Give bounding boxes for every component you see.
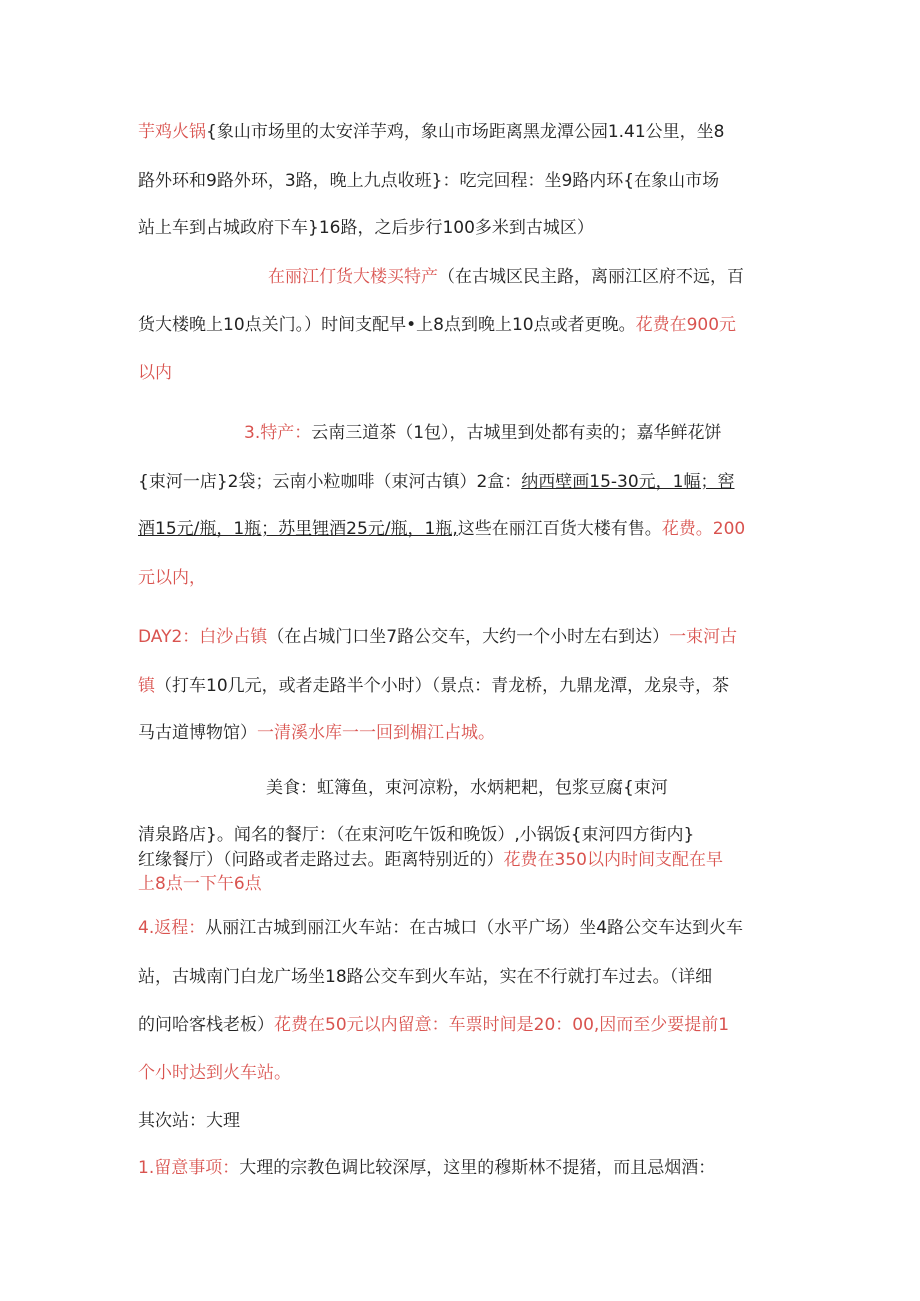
p1-line-1	[138, 121, 724, 143]
p6-line-2: 站，古城南门白龙广场坐18路公交车到火车站，实在不行就打车过去。（详细	[138, 967, 713, 987]
body-text: 从丽江古城到丽江火车站：在古城口（水平广场）坐4路公交车达到火车	[205, 918, 744, 938]
highlight-text: 一清溪水库一一回到楣江占城。	[257, 723, 495, 743]
p8-line-1	[138, 1157, 715, 1179]
p6-line-3	[138, 1014, 729, 1036]
body-text: 马古道博物馆）	[138, 723, 257, 743]
highlight-text: 芋鸡火锅	[138, 122, 206, 142]
highlight-text: 3.特产：	[244, 423, 312, 443]
p6-line-1	[138, 917, 743, 939]
section-heading-dali: 其次站：大理	[138, 1111, 240, 1131]
highlight-text: DAY2：白沙占镇	[138, 627, 268, 647]
p1-line-2: 路外环和9路外环，3路，晚上九点收班}：吃完回程：坐9路内环{在象山市场	[138, 171, 720, 191]
p5-line-4: 上8点一下午6点	[138, 874, 262, 894]
body-text: （在古城区民主路，离丽江区府不远，百	[438, 267, 744, 287]
body-text: {束河一店}2袋；云南小粒咖啡（束河古镇）2盒：	[138, 472, 522, 492]
p4-line-1	[138, 626, 737, 648]
p5-line-1: 美食：虹簿鱼，束河凉粉，水炳耙耙，包浆豆腐{束河	[266, 778, 668, 798]
highlight-text: 一束河古	[669, 627, 738, 647]
p2-line-1	[268, 266, 744, 288]
highlight-text: 花费在350以内时间支配在早	[503, 850, 723, 870]
body-text: 这些在丽江百货大楼有售。	[457, 519, 662, 539]
p3-line-2	[138, 471, 734, 493]
p4-line-3	[138, 722, 495, 744]
highlight-text: 1.留意事项：	[138, 1158, 240, 1178]
p4-line-2	[138, 675, 729, 697]
body-text: 货大楼晚上10点关门。）时间支配早•上8点到晚上10点或者更晚。	[138, 315, 636, 335]
p5-line-2: 清泉路店}。闻名的餐厅：（在束河吃午饭和晚饭）,小锅饭{束河四方街内}	[138, 825, 695, 845]
p3-line-4: 元以内，	[138, 568, 206, 588]
body-text: 大理的宗教色调比较深厚，这里的穆斯林不提猪，而且忌烟酒：	[239, 1158, 716, 1178]
body-text: 的问哈客栈老板）	[138, 1015, 274, 1035]
p3-line-1	[244, 422, 722, 444]
p5-line-3	[138, 849, 723, 871]
p2-line-3: 以内	[138, 363, 172, 383]
underlined-text: 纳西壁画15-30元，1幅；窖	[521, 472, 735, 492]
body-text: 红缘餐厅）（问路或者走路过去。距离特别近的）	[138, 850, 504, 870]
body-text: （在占城门口坐7路公交车，大约一个小时左右到达）	[267, 627, 670, 647]
body-text: {象山市场里的太安洋芋鸡，象山市场距离黑龙潭公园1.41公里，坐8	[206, 122, 725, 142]
body-text: 云南三道茶（1包），古城里到处都有卖的；嘉华鲜花饼	[311, 423, 722, 443]
body-text: （打车10几元，或者走路半个小时）（景点：青龙桥，九鼎龙潭，龙泉寺，茶	[155, 676, 730, 696]
highlight-text: 4.返程：	[138, 918, 206, 938]
highlight-text: 花费在50元以内留意：车票时间是20：00,因而至少要提前1	[274, 1015, 730, 1035]
highlight-text: 在丽江仃货大楼买特产	[268, 267, 438, 287]
underlined-text: 酒15元/瓶，1瓶；苏里锂酒25元/瓶，1瓶,	[138, 519, 458, 539]
p1-line-3: 站上车到占城政府下车}16路，之后步行100多米到古城区）	[138, 218, 594, 238]
p2-line-2	[138, 314, 736, 336]
highlight-text: 镇	[138, 676, 155, 696]
p6-line-4: 个小时达到火车站。	[138, 1063, 291, 1083]
p3-line-3	[138, 518, 745, 540]
highlight-text: 花费在900元	[635, 315, 737, 335]
highlight-text: 花费。200	[661, 519, 746, 539]
